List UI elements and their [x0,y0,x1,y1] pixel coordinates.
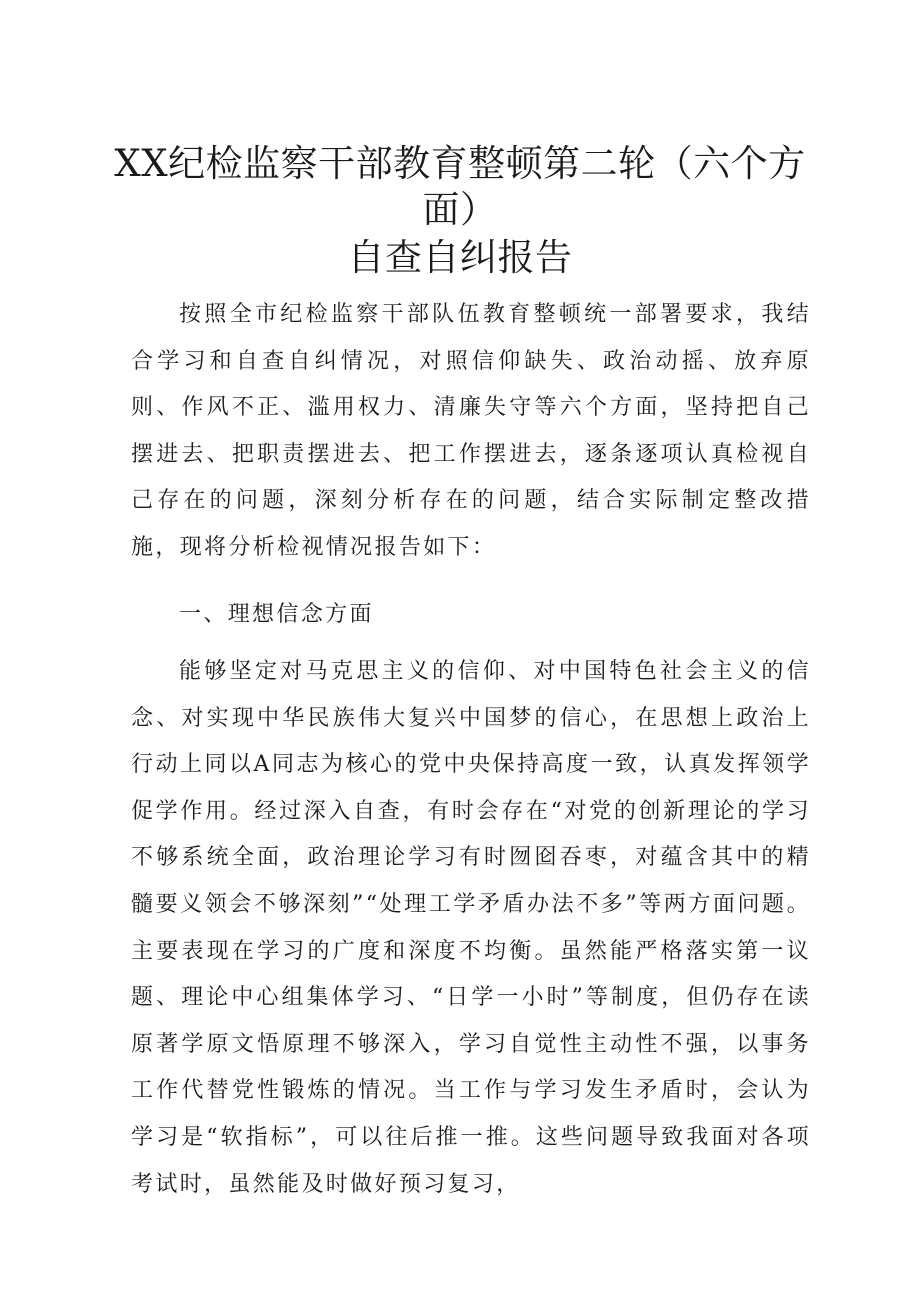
document-title-line-2: 面） [422,188,498,231]
document-title-line-3: 自查自纠报告 [347,236,573,279]
intro-paragraph: 按照全市纪检监察干部队伍教育整顿统一部署要求，我结合学习和自查自纠情况，对照信仰缺失、政治动摇、放弃原则、作风不正、滥用权力、清廉失守等六个方面，坚持把自己摆进去、把职责摆进去、把工作摆进去，逐条逐项认真检视自己存在的问题，深刻分析存在的问题，结合实际制定整改措施，现将分析检视情况报告如下： [131,302,811,560]
section-1-heading: 一、理想信念方面 [179,602,374,627]
section-1-paragraph: 能够坚定对马克思主义的信仰、对中国特色社会主义的信念、对实现中华民族伟大复兴中国梦的信心，在思想上政治上行动上同以A同志为核心的党中央保持高度一致，认真发挥领学促学作用。经过深入自查，有时会存在“对党的创新理论的学习不够系统全面，政治理论学习有时囫囵吞枣，对蕴含其中的精髓要义领会不够深刻”“处理工学矛盾办法不多”等两方面问题。主要表现在学习的广度和深度不均衡。虽然能严格落实第一议题、理论中心组集体学习、“日学一小时”等制度，但仍存在读原著学原文悟原理不够深入，学习自觉性主动性不强，以事务工作代替党性锻炼的情况。当工作与学习发生矛盾时，会认为学习是“软指标”，可以往后推一推。这些问题导致我面对各项考试时，虽然能及时做好预习复习， [131,659,811,1197]
document-title-line-1: XX纪检监察干部教育整顿第二轮（六个方 [114,142,806,185]
